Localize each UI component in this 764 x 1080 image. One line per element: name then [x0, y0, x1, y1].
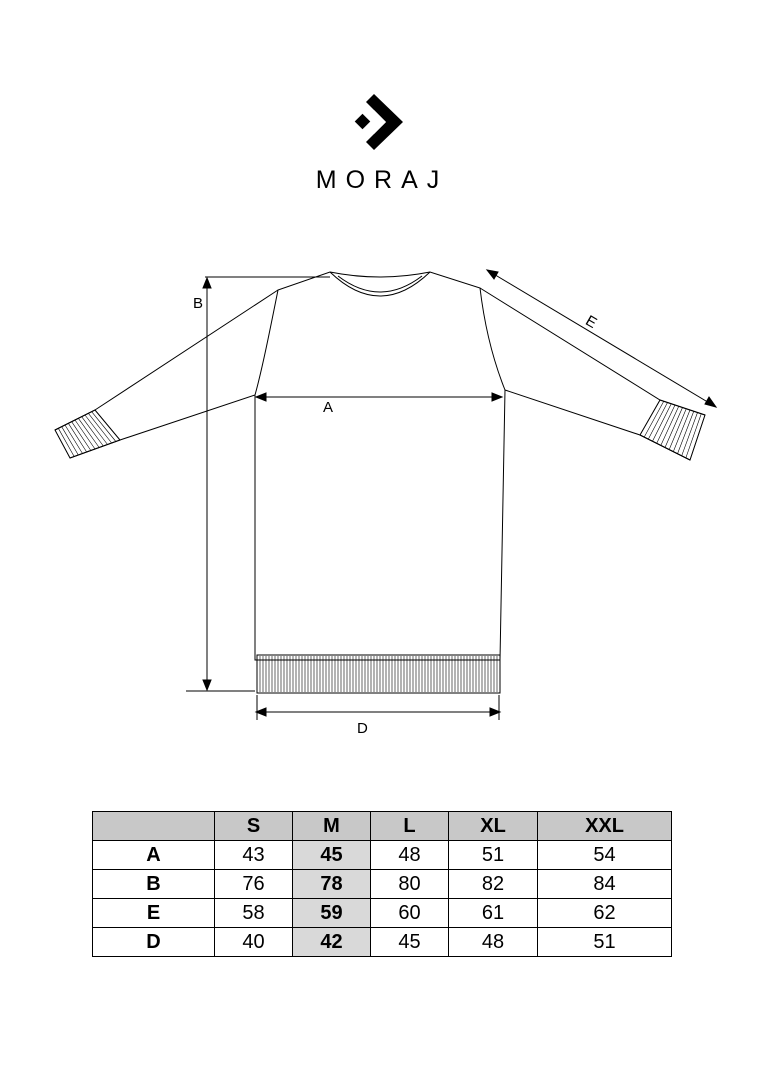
table-cell: 40: [215, 928, 293, 957]
size-table: [92, 811, 672, 957]
table-cell: 60: [371, 899, 449, 928]
size-header-xl: XL: [449, 812, 538, 841]
table-cell: 61: [449, 899, 538, 928]
table-cell: 51: [538, 928, 672, 957]
table-cell: 58: [215, 899, 293, 928]
table-row-b: [93, 870, 672, 899]
brand-name: MORAJ: [315, 166, 449, 194]
table-cell: 82: [449, 870, 538, 899]
table-cell: 48: [371, 841, 449, 870]
table-cell-highlight: 78: [293, 870, 371, 899]
table-cell-highlight: 42: [293, 928, 371, 957]
table-cell: 62: [538, 899, 672, 928]
table-cell: 43: [215, 841, 293, 870]
table-cell-highlight: 45: [293, 841, 371, 870]
row-label: B: [93, 870, 215, 899]
table-cell-highlight: 59: [293, 899, 371, 928]
dimension-label-a: A: [323, 399, 334, 416]
table-row-e: [93, 899, 672, 928]
size-header-m: M: [293, 812, 371, 841]
size-header-l: L: [371, 812, 449, 841]
dimension-label-d: D: [357, 720, 368, 737]
size-header-s: S: [215, 812, 293, 841]
size-header-row: [93, 812, 672, 841]
table-cell: 84: [538, 870, 672, 899]
table-row-d: [93, 928, 672, 957]
row-label: A: [93, 841, 215, 870]
table-cell: 48: [449, 928, 538, 957]
row-label: D: [93, 928, 215, 957]
dimension-label-e: E: [582, 312, 600, 332]
row-label: E: [93, 899, 215, 928]
table-cell: 45: [371, 928, 449, 957]
table-cell: 51: [449, 841, 538, 870]
moraj-logo-icon: [340, 92, 410, 154]
table-cell: 54: [538, 841, 672, 870]
sweater-diagram: [0, 250, 764, 750]
size-header-xxl: XXL: [538, 812, 672, 841]
table-row-a: [93, 841, 672, 870]
table-cell: 76: [215, 870, 293, 899]
dimension-label-b: B: [193, 295, 204, 312]
table-cell: 80: [371, 870, 449, 899]
table-corner-cell: [93, 812, 215, 841]
